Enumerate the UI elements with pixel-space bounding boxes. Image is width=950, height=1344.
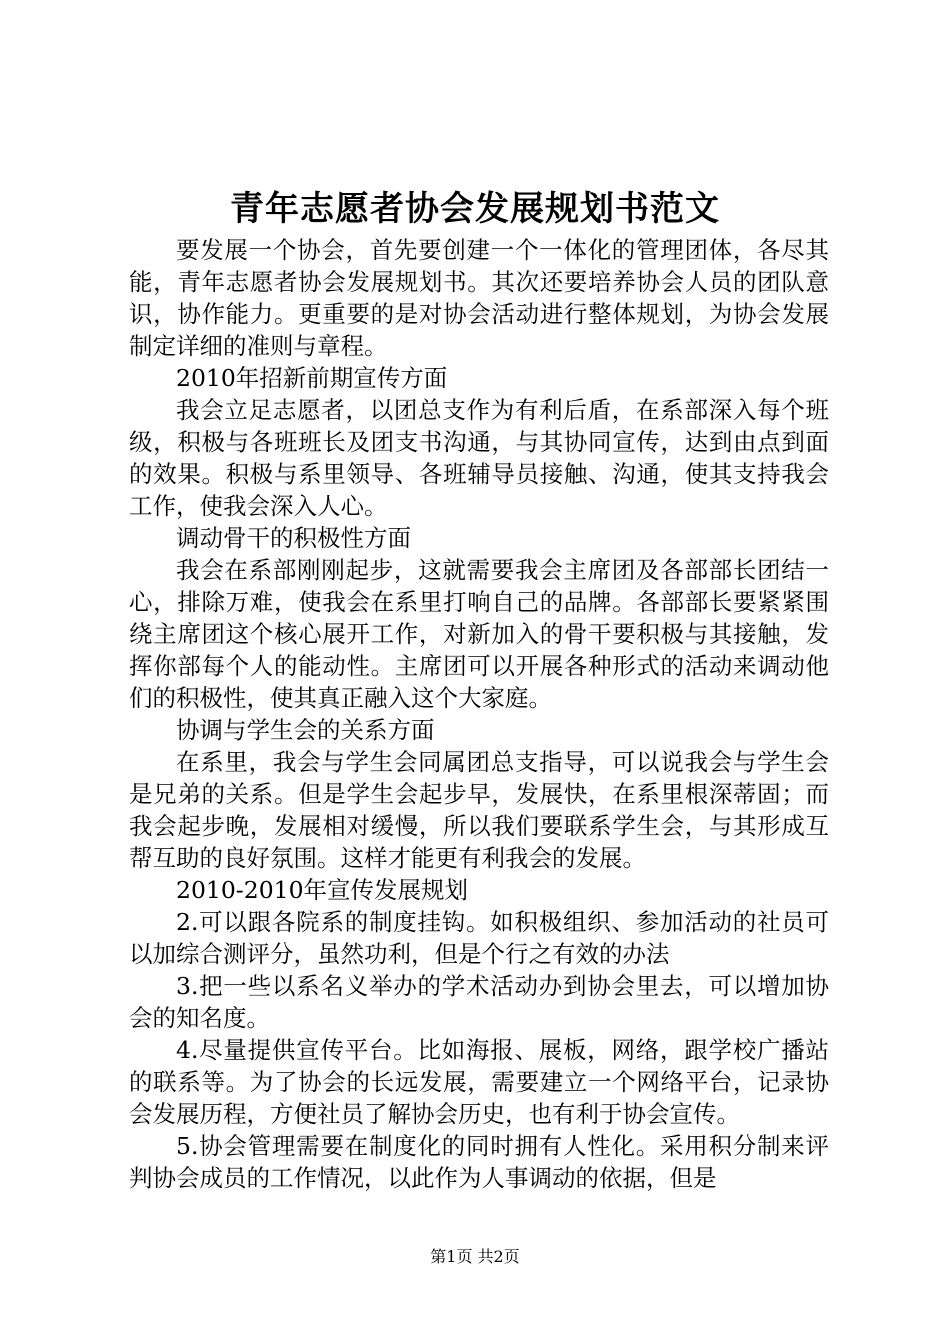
list-item-2: 2.可以跟各院系的制度挂钩。如积极组织、参加活动的社员可以加综合测评分，虽然功利，但是个行之有效的办法: [129, 908, 829, 968]
paragraph-intro: 要发展一个协会，首先要创建一个一体化的管理团体，各尽其能，青年志愿者协会发展规划书。其次还要培养协会人员的团队意识，协作能力。更重要的是对协会活动进行整体规划，为协会发展制定详细的准则与章程。: [129, 236, 829, 360]
page-number-footer: 第1页 共2页: [430, 1247, 520, 1266]
section-heading-publicity-plan: 2010-2010年宣传发展规划: [176, 876, 469, 904]
document-body: [129, 234, 829, 1194]
list-item-3: 3.把一些以系名义举办的学术活动办到协会里去，可以增加协会的知名度。: [129, 972, 829, 1032]
paragraph-recruitment: 我会立足志愿者，以团总支作为有利后盾，在系部深入每个班级，积极与各班班长及团支书沟通，与其协同宣传，达到由点到面的效果。积极与系里领导、各班辅导员接触、沟通，使其支持我会工作，使我会深入人心。: [129, 396, 829, 520]
section-heading-student-union: 协调与学生会的关系方面: [176, 716, 435, 744]
paragraph-backbone: 我会在系部刚刚起步，这就需要我会主席团及各部部长团结一心，排除万难，使我会在系里打响自己的品牌。各部部长要紧紧围绕主席团这个核心展开工作，对新加入的骨干要积极与其接触，发挥你部每个人的能动性。主席团可以开展各种形式的活动来调动他们的积极性，使其真正融入这个大家庭。: [129, 556, 829, 712]
list-item-5: 5.协会管理需要在制度化的同时拥有人性化。采用积分制来评判协会成员的工作情况，以此作为人事调动的依据，但是: [129, 1132, 829, 1192]
section-heading-backbone: 调动骨干的积极性方面: [176, 524, 411, 552]
section-heading-recruitment: 2010年招新前期宣传方面: [176, 364, 448, 392]
list-item-4: 4.尽量提供宣传平台。比如海报、展板，网络，跟学校广播站的联系等。为了协会的长远发展，需要建立一个网络平台，记录协会发展历程，方便社员了解协会历史，也有利于协会宣传。: [129, 1036, 829, 1128]
paragraph-student-union: 在系里，我会与学生会同属团总支指导，可以说我会与学生会是兄弟的关系。但是学生会起步早，发展快，在系里根深蒂固；而我会起步晚，发展相对缓慢，所以我们要联系学生会，与其形成互帮互助的良好氛围。这样才能更有利我会的发展。: [129, 748, 829, 872]
document-title: 青年志愿者协会发展规划书范文: [230, 189, 720, 229]
